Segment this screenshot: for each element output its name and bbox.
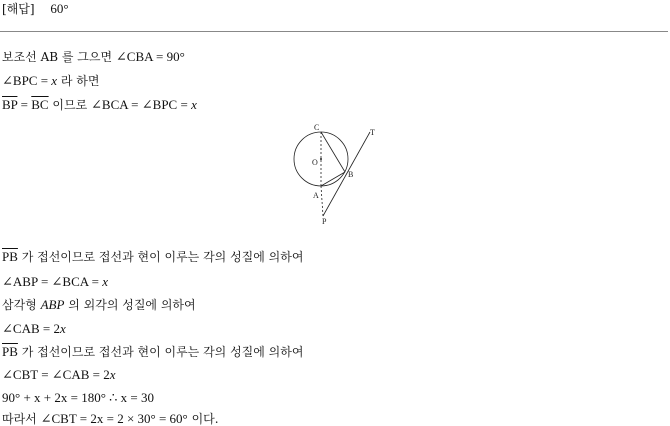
text: 라 하면 <box>57 74 100 88</box>
solution-line-1 <box>2 50 185 64</box>
math: = <box>17 97 32 112</box>
solution-line-6 <box>2 298 196 312</box>
geometry-figure <box>290 120 390 226</box>
text: 가 접선이므로 접선과 현이 이루는 각의 성질에 의하여 <box>17 250 304 264</box>
math: ∠CBA = 90° <box>115 49 185 64</box>
label-c: C <box>314 123 320 132</box>
math: ∠BCA = ∠BPC = <box>91 97 192 112</box>
extension-ap <box>321 186 323 216</box>
solution-line-11 <box>2 412 219 426</box>
answer-label: [해답] <box>2 2 35 16</box>
label-p: P <box>322 217 327 226</box>
segment-pb: $\overline{PB}$ <box>2 344 18 359</box>
math: ∠CBT = ∠CAB = 2 <box>2 367 110 382</box>
answer-header <box>2 2 69 16</box>
segment-bp: $\overline{BP}$ <box>2 97 18 112</box>
text: 이므로 <box>48 98 92 112</box>
center-point <box>320 158 322 160</box>
solution-line-10 <box>2 391 154 405</box>
solution-line-7 <box>2 322 66 336</box>
solution-line-9 <box>2 368 116 382</box>
var: x <box>59 321 66 336</box>
text: 가 접선이므로 접선과 현이 이루는 각의 성질에 의하여 <box>17 345 304 359</box>
solution-line-8 <box>2 345 303 359</box>
var: ABP <box>40 297 65 312</box>
label-t: T <box>370 128 375 137</box>
segment-bc: $\overline{BC}$ <box>31 97 49 112</box>
text: 보조선 AB 를 그으면 <box>2 50 116 64</box>
solution-line-4 <box>2 250 303 264</box>
math: ∠ABP = ∠BCA = <box>2 274 103 289</box>
text: 이다. <box>187 412 219 426</box>
var: x <box>102 274 109 289</box>
label-b: B <box>348 170 354 179</box>
var: x <box>51 73 58 88</box>
math: ∠BPC = <box>2 73 52 88</box>
math: 90° + x + 2x = 180° ∴ x = 30 <box>2 390 154 405</box>
divider <box>0 31 668 32</box>
solution-line-2 <box>2 74 99 88</box>
solution-line-3 <box>2 98 197 112</box>
math: ∠CBT = 2x = 2 × 30° = 60° <box>40 411 188 426</box>
var: x <box>109 367 116 382</box>
solution-line-5 <box>2 275 108 289</box>
label-a: A <box>313 191 319 200</box>
text: 삼각형 <box>2 298 41 312</box>
segment-cb <box>321 132 345 172</box>
tangent-line-pt <box>323 132 370 216</box>
segment-pb: $\overline{PB}$ <box>2 249 18 264</box>
label-o: O <box>312 158 318 167</box>
var: x <box>191 97 197 112</box>
math: ∠CAB = 2 <box>2 321 60 336</box>
text: 따라서 <box>2 412 41 426</box>
text: 의 외각의 성질에 의하여 <box>64 298 196 312</box>
answer-value: 60° <box>50 1 69 16</box>
